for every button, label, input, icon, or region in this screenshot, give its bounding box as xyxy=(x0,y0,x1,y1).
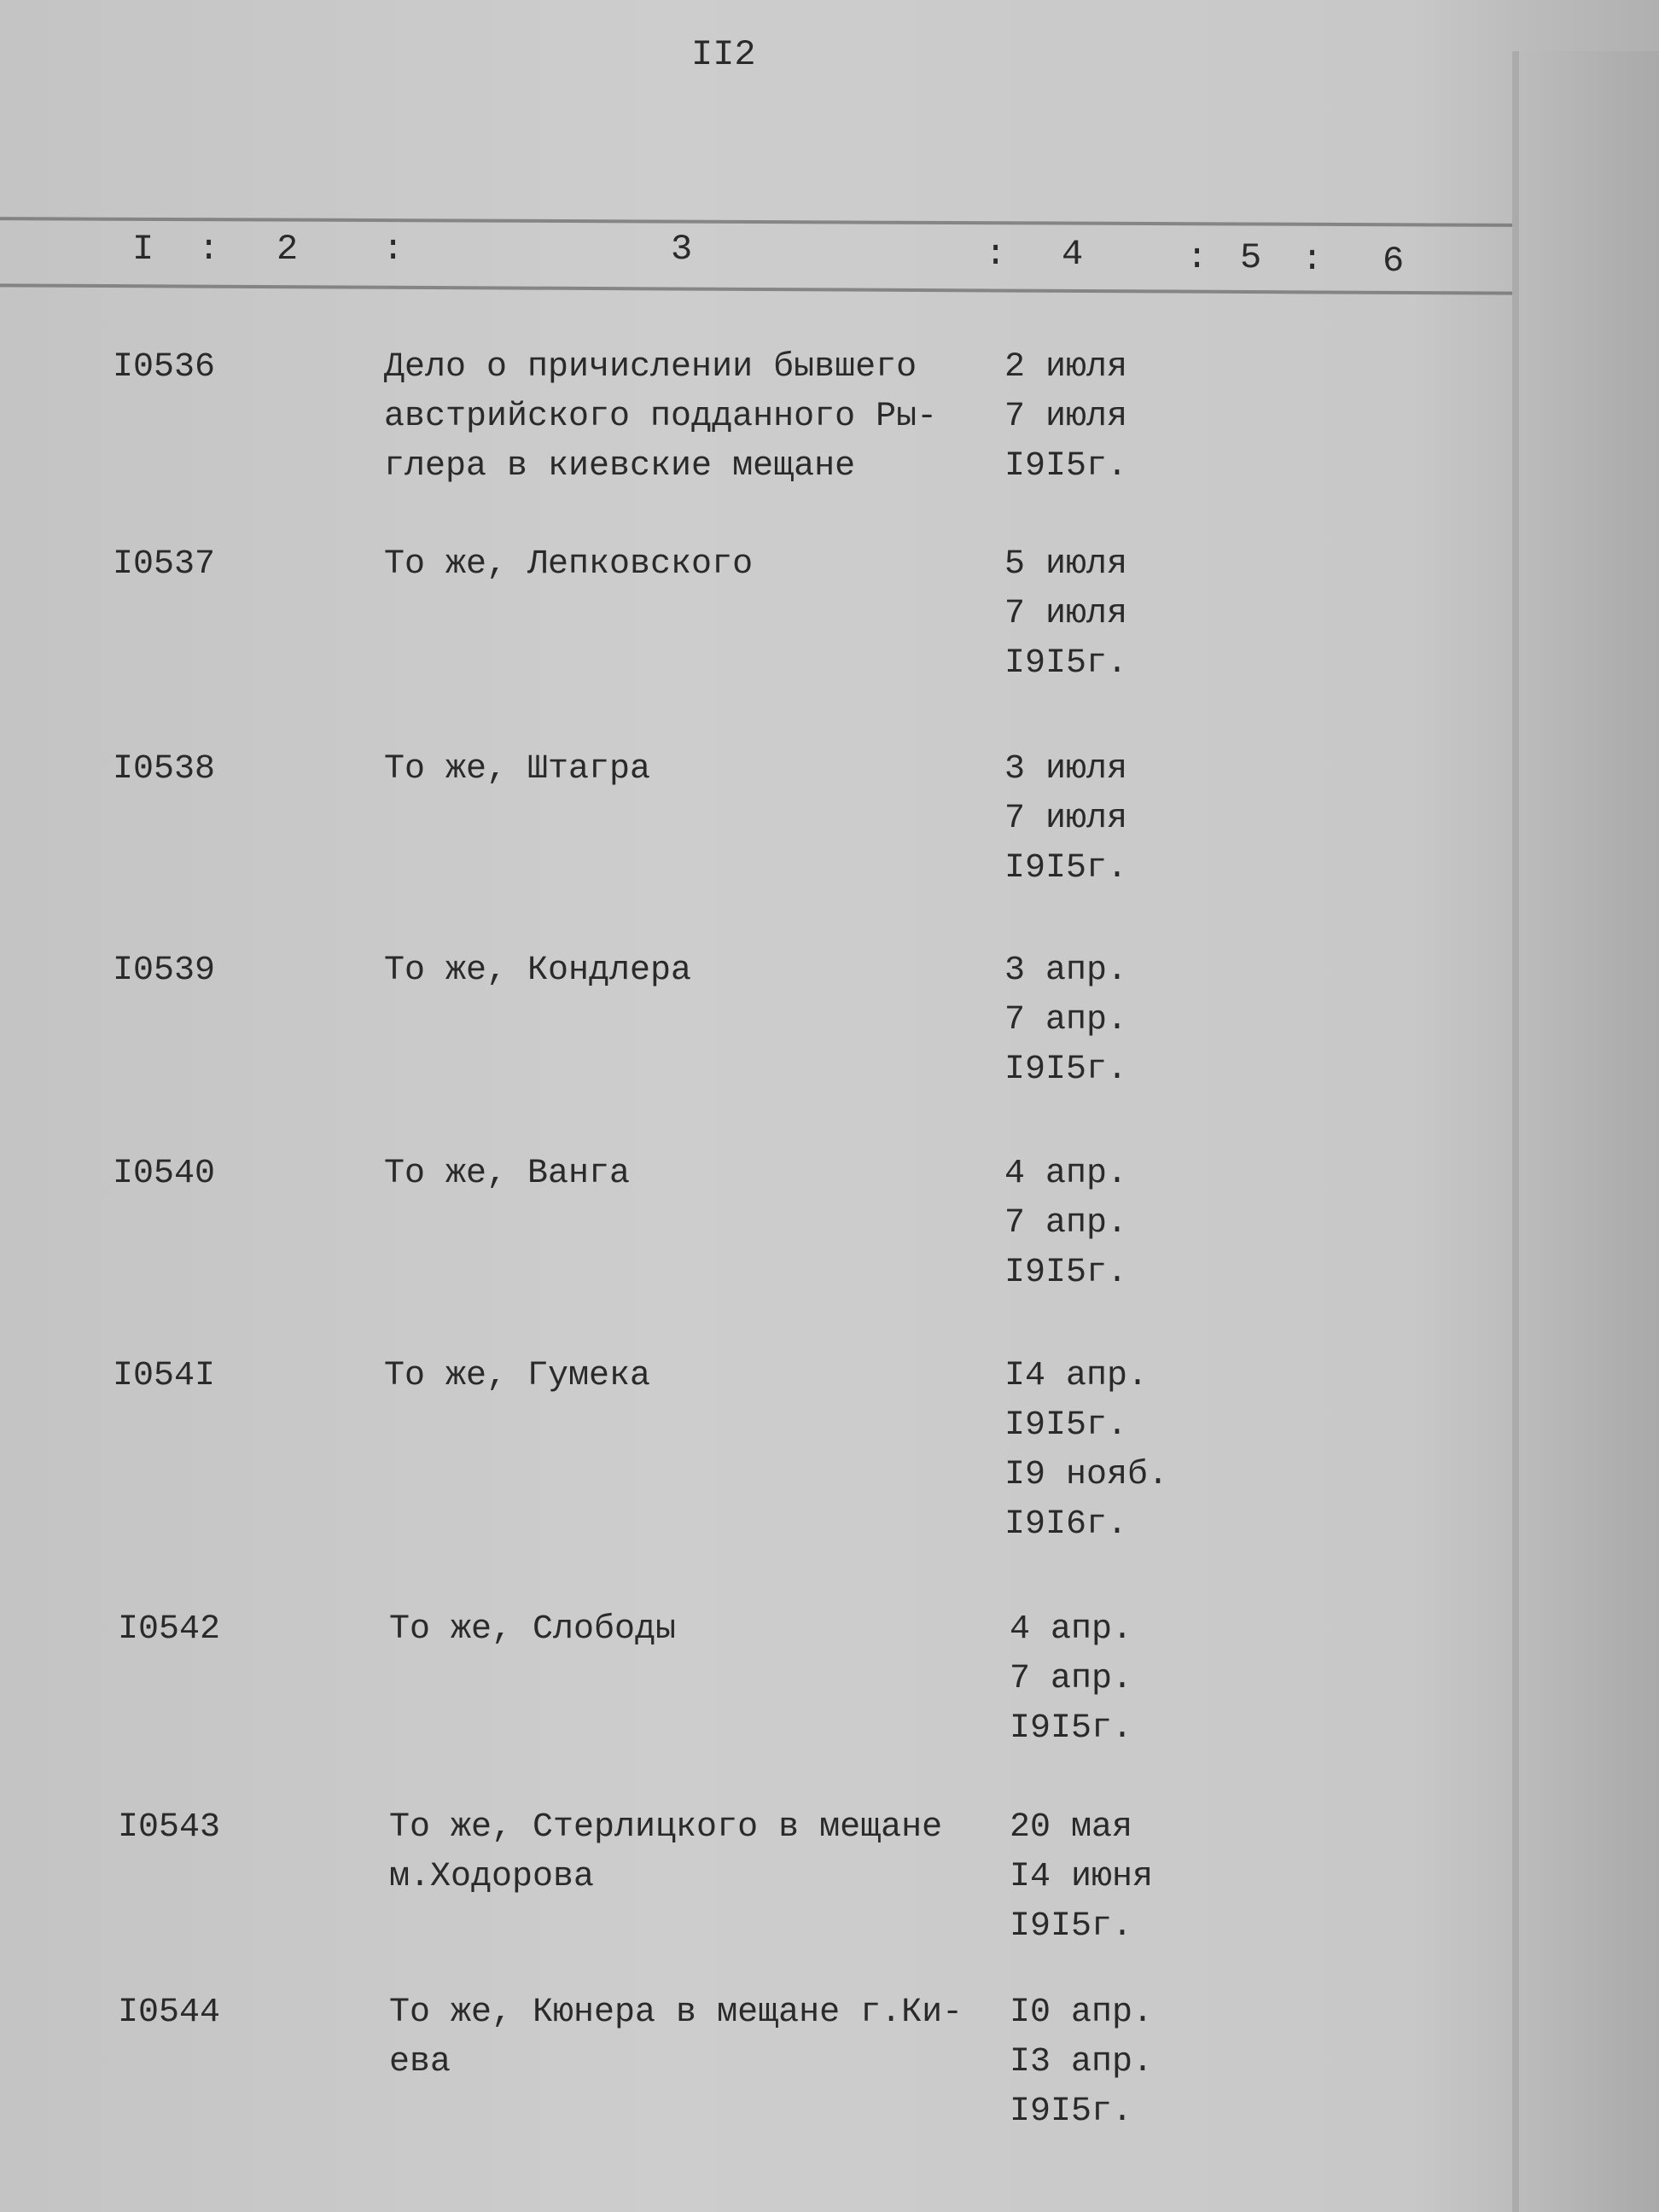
entry-number: I0536 xyxy=(113,348,216,387)
entry-number: I0539 xyxy=(113,952,216,990)
entry-number: I0543 xyxy=(118,1808,221,1847)
entry-dates-line: 4 апр. xyxy=(1010,1610,1133,1649)
page-number: II2 xyxy=(691,34,756,75)
entry-dates xyxy=(1004,946,1127,1095)
entry-description xyxy=(384,745,650,795)
entry-description-line: глера в киевские мещане xyxy=(384,447,856,486)
entry-dates-line: I9I5г. xyxy=(1010,1907,1133,1946)
column-header-2: 2 xyxy=(276,229,299,270)
column-separator: : xyxy=(198,229,220,270)
entry-dates-line: I4 апр. xyxy=(1004,1357,1149,1395)
entry-number: I0542 xyxy=(118,1610,221,1649)
entry-dates-line: 7 июля xyxy=(1004,595,1128,633)
entry-description-line: То же, Ванга xyxy=(384,1155,631,1193)
entry-dates xyxy=(1004,1352,1168,1550)
column-header-1: I xyxy=(132,229,154,270)
entry-description-line: То же, Штагра xyxy=(384,750,651,789)
entry-number: I0540 xyxy=(113,1155,216,1193)
entry-dates-line: I9 нояб. xyxy=(1004,1456,1169,1494)
column-separator: : xyxy=(985,234,1007,275)
entry-dates-line: I9I5г. xyxy=(1004,1254,1128,1292)
entry-description xyxy=(389,1988,963,2087)
entry-description-line: То же, Кондлера xyxy=(384,952,692,990)
entry-description-line: То же, Слободы xyxy=(389,1610,677,1649)
entry-description-line: То же, Стерлицкого в мещане xyxy=(389,1808,943,1847)
header-top-rule xyxy=(0,217,1512,227)
entry-description xyxy=(384,946,691,996)
column-header-4: 4 xyxy=(1062,234,1084,275)
entry-description xyxy=(384,540,753,590)
entry-dates xyxy=(1010,1803,1153,1952)
column-separator: : xyxy=(1186,237,1208,278)
entry-description-line: австрийского подданного Ры- xyxy=(384,398,938,436)
entry-description xyxy=(389,1803,942,1902)
entry-dates-line: 7 июля xyxy=(1004,398,1128,436)
column-header-5: 5 xyxy=(1240,237,1262,278)
adjacent-page-edge xyxy=(1519,51,1659,2212)
entry-dates-line: 7 апр. xyxy=(1010,1660,1133,1698)
entry-description xyxy=(384,1352,650,1401)
entry-dates-line: I9I5г. xyxy=(1004,1051,1128,1089)
entry-description-line: м.Ходорова xyxy=(389,1858,595,1896)
entry-dates xyxy=(1004,745,1127,894)
entry-dates-line: 7 июля xyxy=(1004,800,1128,838)
entry-description-line: То же, Лепковского xyxy=(384,545,754,584)
entry-dates-line: I9I5г. xyxy=(1004,644,1128,683)
entry-dates-line: 7 апр. xyxy=(1004,1204,1128,1243)
entry-number: I0544 xyxy=(118,1994,221,2032)
entry-dates-line: I0 апр. xyxy=(1010,1994,1154,2032)
entry-description xyxy=(389,1605,676,1655)
entry-dates-line: I9I5г. xyxy=(1010,2093,1133,2131)
entry-number: I0538 xyxy=(113,750,216,789)
entry-dates-line: 7 апр. xyxy=(1004,1001,1128,1039)
entry-dates xyxy=(1010,1605,1132,1754)
header-bottom-rule xyxy=(0,283,1512,294)
column-separator: : xyxy=(382,229,405,270)
entry-dates-line: I9I5г. xyxy=(1004,849,1128,888)
entry-dates-line: 3 июля xyxy=(1004,750,1128,789)
page-edge xyxy=(1512,51,1519,2212)
entry-dates xyxy=(1004,540,1127,689)
entry-dates-line: I9I6г. xyxy=(1004,1505,1128,1544)
entry-dates-line: I4 июня xyxy=(1010,1858,1154,1896)
entry-dates-line: I3 апр. xyxy=(1010,2043,1154,2081)
column-separator: : xyxy=(1301,239,1324,280)
entry-description-line: То же, Гумека xyxy=(384,1357,651,1395)
entry-dates-line: 20 мая xyxy=(1010,1808,1133,1847)
entry-dates-line: 2 июля xyxy=(1004,348,1128,387)
entry-dates xyxy=(1004,343,1127,492)
entry-description xyxy=(384,343,937,492)
column-header-3: 3 xyxy=(671,229,693,270)
entry-description xyxy=(384,1150,630,1199)
entry-dates-line: I9I5г. xyxy=(1010,1709,1133,1748)
column-header-6: 6 xyxy=(1382,241,1405,282)
entry-number: I0537 xyxy=(113,545,216,584)
entry-dates-line: I9I5г. xyxy=(1004,447,1128,486)
entry-dates-line: 3 апр. xyxy=(1004,952,1128,990)
entry-description-line: То же, Кюнера в мещане г.Ки- xyxy=(389,1994,963,2032)
entry-dates xyxy=(1010,1988,1153,2137)
entry-dates-line: 5 июля xyxy=(1004,545,1128,584)
entry-number: I054I xyxy=(113,1357,216,1395)
entry-dates-line: 4 апр. xyxy=(1004,1155,1128,1193)
entry-dates-line: I9I5г. xyxy=(1004,1406,1128,1445)
entry-description-line: Дело о причислении бывшего xyxy=(384,348,917,387)
entry-description-line: ева xyxy=(389,2043,451,2081)
entry-dates xyxy=(1004,1150,1127,1298)
